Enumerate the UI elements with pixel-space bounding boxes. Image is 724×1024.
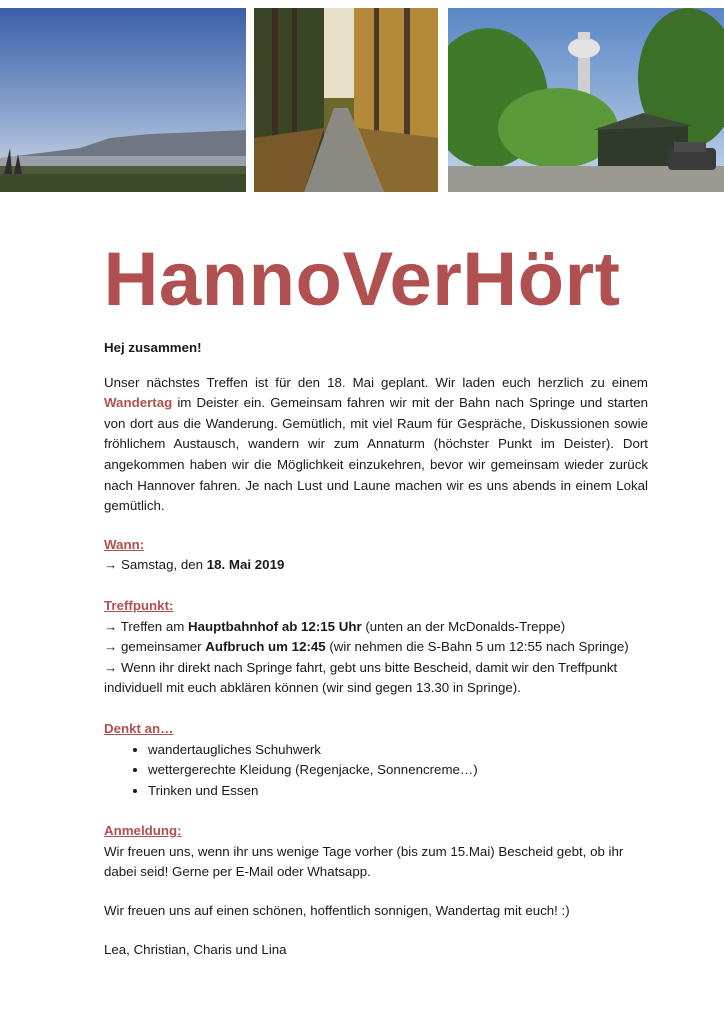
- wann-heading: Wann:: [104, 536, 145, 552]
- intro-text-2: im Deister ein. Gemeinsam fahren wir mit der Bahn nach Springe und starten von dort aus die Wanderung. Gemütlich, mit viel Raum für Gespräche, Diskussionen sowie fröhlichem Austausch, wandern wir zum Annaturm (höchster Punkt im Deister). Dort angekommen haben wir die Möglichkeit einzukehren, bevor wir gemeinsam wieder zurück nach Hannover fahren. Je nach Lust und Laune machen wir es uns abends in einem Lokal gemütlich.: [104, 395, 648, 514]
- intro-highlight: Wandertag: [104, 395, 173, 411]
- wann-line: [104, 555, 648, 576]
- treffpunkt-line-2-suffix: (wir nehmen die S-Bahn 5 um 12:55 nach Springe): [325, 639, 629, 655]
- list-item: • wandertaugliches Schuhwerk: [148, 740, 648, 761]
- list-item: • Trinken und Essen: [148, 781, 648, 802]
- treffpunkt-line-2-prefix: → gemeinsamer: [104, 639, 206, 655]
- photo-strip: [0, 8, 724, 194]
- treffpunkt-line-2-bold: Aufbruch um 12:45: [205, 639, 326, 655]
- anmeldung-heading: Anmeldung:: [104, 823, 182, 839]
- treffpunkt-line-1-suffix: (unten an der McDonalds-Treppe): [361, 618, 566, 634]
- intro-paragraph: [104, 373, 648, 517]
- anmeldung-text: Wir freuen uns, wenn ihr uns wenige Tage vorher (bis zum 15.Mai) Bescheid gebt, ob ihr dabei seid! Gerne per E-Mail oder Whatsapp.: [104, 843, 624, 880]
- denkt-an-heading: Denkt an…: [104, 720, 174, 736]
- intro-text-1: Unser nächstes Treffen ist für den 18. Mai geplant. Wir laden euch herzlich zu einem: [104, 374, 648, 390]
- section-treffpunkt: [104, 596, 648, 699]
- treffpunkt-heading: Treffpunkt:: [104, 597, 174, 613]
- greeting: Hej zusammen!: [104, 340, 202, 355]
- list-item: • wettergerechte Kleidung (Regenjacke, Sonnencreme…): [148, 760, 648, 781]
- section-denkt-an: [104, 719, 648, 801]
- signature: Lea, Christian, Charis und Lina: [104, 941, 287, 957]
- treffpunkt-line-1: [104, 617, 648, 638]
- page-title: HannoVerHört: [103, 237, 621, 322]
- letter-body: [104, 338, 648, 978]
- closing-text: Wir freuen uns auf einen schönen, hoffentlich sonnigen, Wandertag mit euch! :): [104, 903, 570, 919]
- wann-prefix: → Samstag, den: [104, 557, 207, 573]
- treffpunkt-line-2: [104, 637, 648, 658]
- landscape-photo-icon: [0, 8, 246, 192]
- treffpunkt-line-1-bold: Hauptbahnhof ab 12:15 Uhr: [188, 618, 362, 634]
- wann-date: 18. Mai 2019: [206, 557, 285, 573]
- forest-path-photo-icon: [254, 8, 438, 192]
- treffpunkt-line-1-prefix: → Treffen am: [104, 618, 189, 634]
- section-wann: [104, 535, 648, 576]
- treffpunkt-line-3: → Wenn ihr direkt nach Springe fahrt, gebt uns bitte Bescheid, damit wir den Treffpunkt individuell mit euch abklären können (wir sind gegen 13.30 in Springe).: [104, 659, 618, 696]
- denkt-an-list: [104, 740, 648, 802]
- tower-cabin-photo-icon: [448, 8, 724, 192]
- section-anmeldung: [104, 821, 648, 883]
